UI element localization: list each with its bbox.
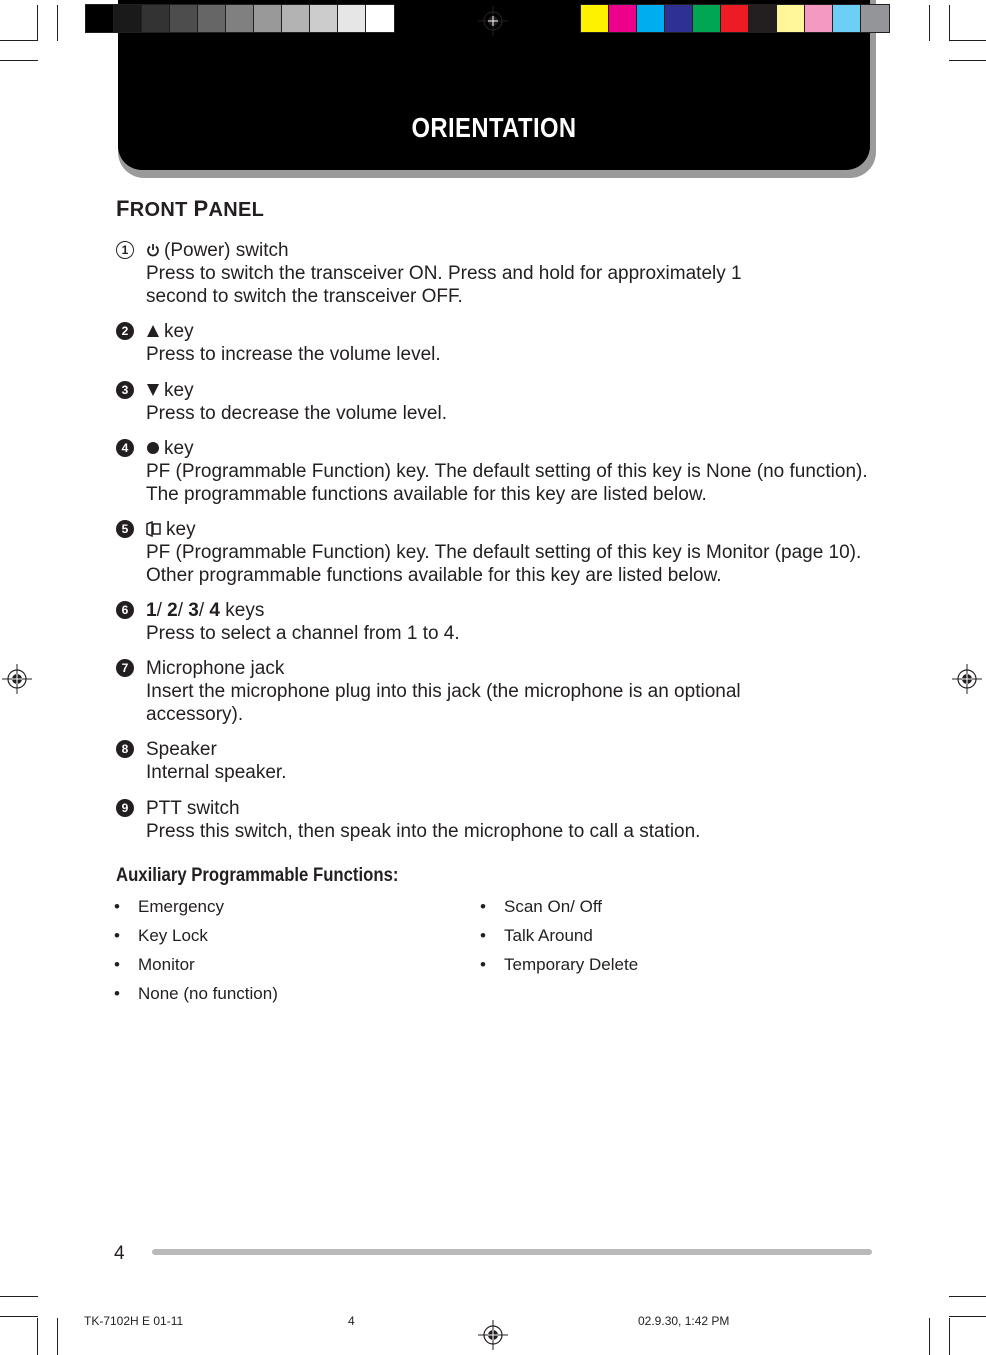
registration-mark-icon — [478, 1320, 508, 1350]
item-number: 6 — [116, 601, 134, 619]
item-description: Press to decrease the volume level. — [146, 403, 447, 424]
registration-mark-icon — [952, 664, 982, 694]
monitor-icon — [146, 521, 162, 537]
slug-filename: TK-7102H E 01-11 — [84, 1314, 184, 1328]
color-swatch — [609, 5, 637, 32]
color-swatch — [665, 5, 693, 32]
color-swatch — [833, 5, 861, 32]
aux-function-label: None (no function) — [138, 984, 278, 1003]
item-label-text: key — [164, 380, 194, 401]
item-label — [146, 239, 289, 262]
color-swatch — [637, 5, 665, 32]
item-label-text: keys — [225, 600, 265, 621]
aux-function-label: Emergency — [138, 897, 224, 916]
color-swatch — [693, 5, 721, 32]
slug-page: 4 — [348, 1314, 355, 1328]
crop-mark — [37, 1318, 38, 1355]
crop-mark — [949, 1318, 950, 1355]
item-description: Press this switch, then speak into the microphone to call a station. — [146, 821, 701, 842]
item-description: PF (Programmable Function) key. The default setting of this key is None (no function). The programmable functions available for this key are listed below. — [146, 461, 868, 505]
item-label-text: key — [164, 321, 194, 342]
registration-mark-icon — [478, 6, 508, 36]
page-number: 4 — [114, 1243, 125, 1264]
aux-function-item: • Temporary Delete — [480, 955, 639, 974]
item-label — [146, 320, 194, 343]
circle-icon — [146, 441, 160, 455]
crop-mark — [949, 5, 950, 41]
triangle-down-icon — [146, 383, 160, 397]
item-description: Internal speaker. — [146, 762, 287, 783]
item-label — [146, 379, 194, 402]
item-number: 2 — [116, 322, 134, 340]
item-label-text: (Power) switch — [164, 240, 289, 261]
color-swatch — [861, 5, 889, 32]
crop-mark — [0, 60, 38, 61]
crop-mark — [949, 40, 986, 41]
crop-mark — [37, 5, 38, 41]
section-title-rest: RONT — [129, 199, 188, 221]
triangle-up-icon — [146, 324, 160, 338]
section-title-cap: P — [193, 196, 209, 221]
item-label — [146, 518, 196, 541]
footer-rule — [152, 1249, 872, 1255]
crop-mark — [949, 1316, 986, 1317]
aux-function-label: Key Lock — [138, 926, 208, 945]
aux-function-label: Scan On/ Off — [504, 897, 602, 916]
channel-key: 2 — [167, 600, 178, 621]
crop-mark — [0, 1316, 38, 1317]
aux-function-label: Temporary Delete — [504, 955, 639, 974]
item-label-text: key — [166, 519, 196, 540]
color-swatch — [721, 5, 749, 32]
item-label: Microphone jack — [146, 658, 285, 679]
color-swatch — [226, 5, 254, 32]
page-title: ORIENTATION — [411, 112, 577, 143]
color-swatch — [86, 5, 114, 32]
item-label: Speaker — [146, 739, 217, 760]
aux-function-item: • Key Lock — [114, 926, 208, 945]
crop-mark — [929, 5, 930, 41]
item-label: 1/ 2/ 3/ 4 keys — [146, 600, 265, 621]
color-swatch — [198, 5, 226, 32]
section-title — [116, 196, 264, 222]
color-swatch — [114, 5, 142, 32]
color-swatch — [749, 5, 777, 32]
item-number: 4 — [116, 439, 134, 457]
aux-function-item: • Emergency — [114, 897, 224, 916]
color-swatch — [254, 5, 282, 32]
aux-function-label: Talk Around — [504, 926, 593, 945]
crop-mark — [929, 1318, 930, 1355]
crop-mark — [0, 40, 38, 41]
item-label: PTT switch — [146, 798, 240, 819]
crop-mark — [0, 1296, 38, 1297]
item-number: 7 — [116, 659, 134, 677]
registration-mark-icon — [2, 664, 32, 694]
crop-mark — [57, 5, 58, 41]
aux-function-item: • Monitor — [114, 955, 195, 974]
item-description: Press to select a channel from 1 to 4. — [146, 623, 460, 644]
aux-function-item: • Talk Around — [480, 926, 593, 945]
channel-key: 4 — [209, 600, 220, 621]
color-swatch — [805, 5, 833, 32]
aux-functions-title: Auxiliary Programmable Functions: — [116, 865, 399, 886]
crop-mark — [949, 60, 986, 61]
section-title-cap: F — [116, 196, 130, 221]
gray-swatch-strip — [85, 4, 395, 33]
color-swatch — [170, 5, 198, 32]
crop-mark — [949, 1296, 986, 1297]
power-icon — [146, 243, 160, 257]
item-description: Insert the microphone plug into this jack (the microphone is an optional accessory). — [146, 681, 741, 725]
color-swatch — [366, 5, 394, 32]
color-swatch-strip — [580, 4, 890, 33]
aux-function-item: • None (no function) — [114, 984, 278, 1003]
channel-key: 1 — [146, 600, 157, 621]
aux-function-item: • Scan On/ Off — [480, 897, 602, 916]
item-number: 8 — [116, 740, 134, 758]
color-swatch — [581, 5, 609, 32]
channel-key: 3 — [188, 600, 199, 621]
color-swatch — [310, 5, 338, 32]
item-label — [146, 437, 194, 460]
item-description: Press to increase the volume level. — [146, 344, 441, 365]
crop-mark — [57, 1318, 58, 1355]
color-swatch — [282, 5, 310, 32]
item-number: 1 — [116, 241, 134, 259]
color-swatch — [142, 5, 170, 32]
item-description: PF (Programmable Function) key. The default setting of this key is Monitor (page 10). Other programmable functions available for this key are listed below. — [146, 542, 862, 586]
item-number: 9 — [116, 799, 134, 817]
item-description: Press to switch the transceiver ON. Press and hold for approximately 1 second to switch the transceiver OFF. — [146, 263, 742, 307]
item-number: 5 — [116, 520, 134, 538]
item-number: 3 — [116, 381, 134, 399]
section-title-rest: ANEL — [208, 199, 265, 221]
color-swatch — [777, 5, 805, 32]
slug-timestamp: 02.9.30, 1:42 PM — [638, 1314, 730, 1328]
aux-function-label: Monitor — [138, 955, 195, 974]
color-swatch — [338, 5, 366, 32]
item-label-text: key — [164, 438, 194, 459]
